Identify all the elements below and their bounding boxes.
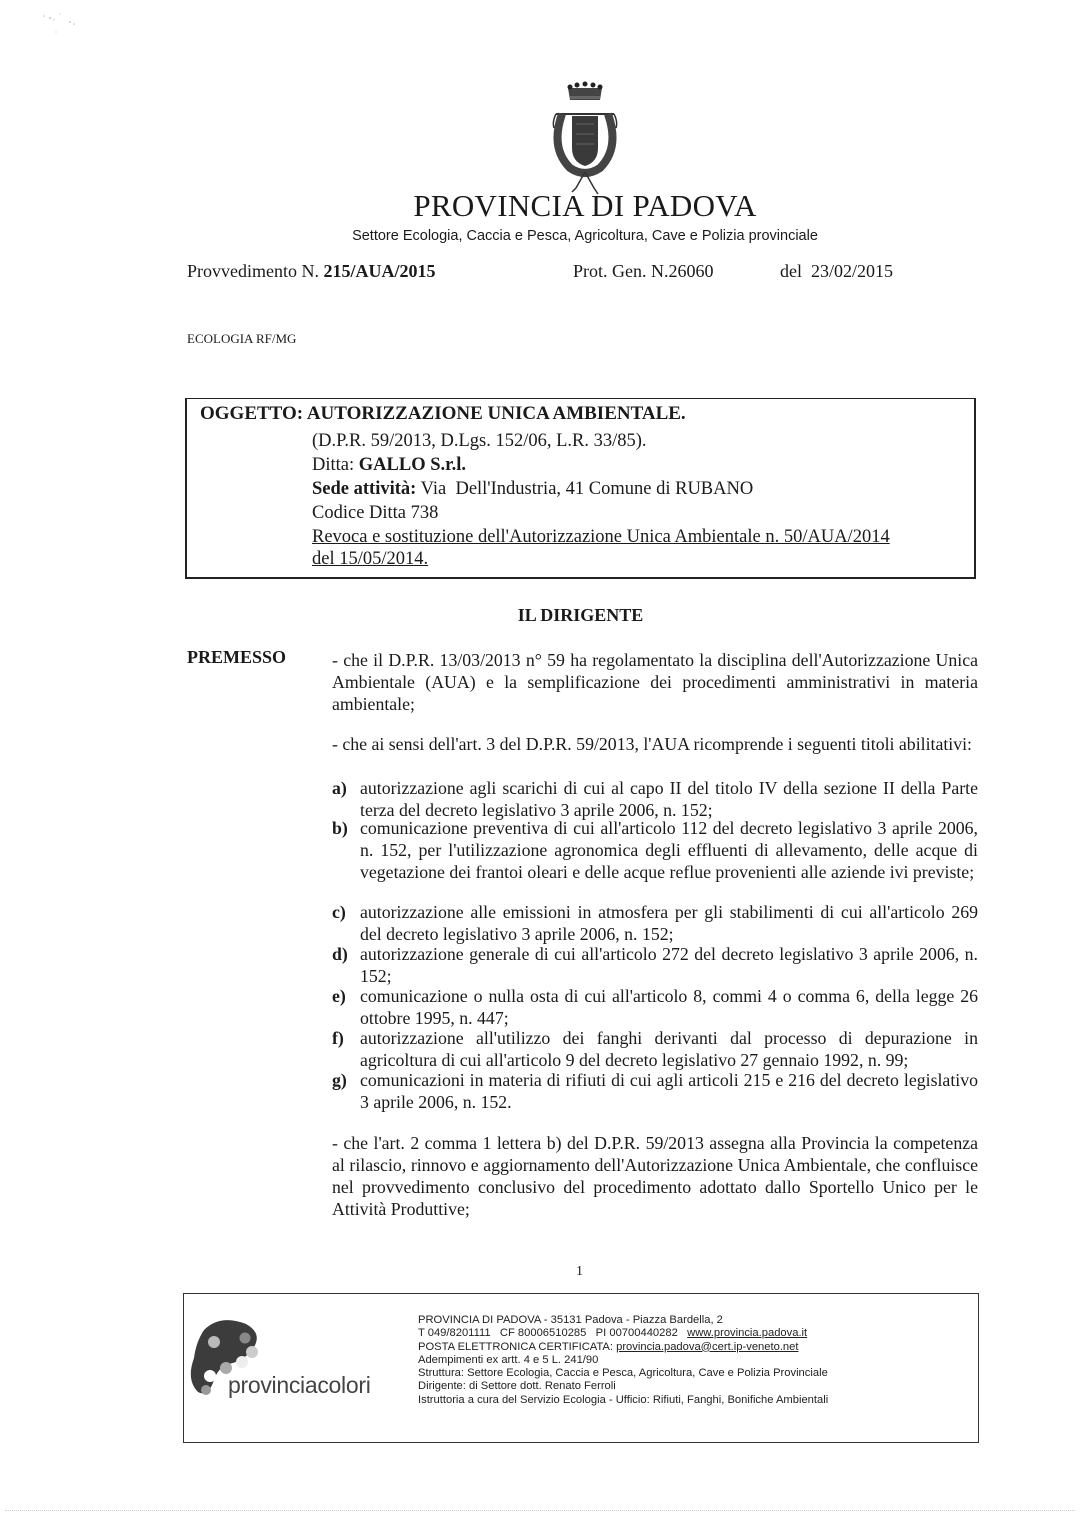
- document-date: del 23/02/2015: [780, 261, 893, 281]
- ditta-value: GALLO S.r.l.: [358, 455, 467, 475]
- footer-adempimenti: Adempimenti ex artt. 4 e 5 L. 241/90: [418, 1353, 599, 1366]
- sede-value: Via Dell'Industria, 41 Comune di RUBANO: [416, 479, 754, 499]
- sede-label: Sede attività:: [312, 479, 417, 499]
- paragraph-1: - che il D.P.R. 13/03/2013 n° 59 ha regolamentato la disciplina dell'Autorizzazione Unica Ambientale (AUA) e la semplificazione dei procedimenti amministrativi in materia ambientale;: [332, 650, 978, 714]
- list-item-letter: b): [332, 818, 348, 838]
- provvedimento-label: Provvedimento N.: [187, 261, 324, 281]
- footer-pec-link[interactable]: provincia.padova@cert.ip-veneto.net: [616, 1340, 799, 1353]
- footer-website-link[interactable]: www.provincia.padova.it: [687, 1327, 808, 1340]
- subject-revoca-line1: Revoca e sostituzione dell'Autorizzazione Unica Ambientale n. 50/AUA/2014: [312, 527, 890, 547]
- section-heading: IL DIRIGENTE: [517, 605, 644, 625]
- footer-pec-label: POSTA ELETTRONICA CERTIFICATA:: [418, 1340, 617, 1353]
- list-item-text: autorizzazione alle emissioni in atmosfera per gli stabilimenti di cui all'articolo 269 del decreto legislativo 3 aprile 2006, n. 152;: [360, 902, 978, 944]
- subject-label: [200, 403, 686, 425]
- list-item-letter: c): [332, 902, 346, 922]
- footer-contacts: [418, 1314, 828, 1407]
- footer-pec-line: [418, 1341, 828, 1354]
- footer-istruttoria: Istruttoria a cura del Servizio Ecologia - Ufficio: Rifiuti, Fanghi, Bonifiche Ambientali: [418, 1393, 829, 1406]
- coat-of-arms-icon: [540, 78, 630, 196]
- subject-revoca-line2: del 15/05/2014.: [312, 549, 429, 569]
- list-item-letter: g): [332, 1070, 347, 1090]
- paragraph-2: - che ai sensi dell'art. 3 del D.P.R. 59/2013, l'AUA ricomprende i seguenti titoli abilitativi:: [332, 734, 973, 754]
- subject-label-text: OGGETTO:: [200, 403, 304, 424]
- scan-edge: [5, 1510, 1075, 1511]
- paragraph-3: - che l'art. 2 comma 1 lettera b) del D.P.R. 59/2013 assegna alla Provincia la competenza al rilascio, rinnovo e aggiornamento dell'Autorizzazione Unica Ambientale, che confluisce nel provvedimento conclusivo del procedimento adottato dallo Sportello Unico per le Attività Produttive;: [332, 1133, 978, 1219]
- list-item-text: comunicazioni in materia di rifiuti di cui agli articoli 215 e 216 del decreto legislativo 3 aprile 2006, n. 152.: [360, 1070, 978, 1112]
- subject-title: AUTORIZZAZIONE UNICA AMBIENTALE.: [306, 403, 686, 424]
- department-subtitle: Settore Ecologia, Caccia e Pesca, Agricoltura, Cave e Polizia provinciale: [352, 228, 818, 244]
- scan-artifact: [40, 10, 90, 38]
- list-item-text: autorizzazione agli scarichi di cui al capo II del titolo IV della sezione II della Parte terza del decreto legislativo 3 aprile 2006, n. 152;: [360, 778, 978, 820]
- footer-struttura: Struttura: Settore Ecologia, Caccia e Pesca, Agricoltura, Cave e Polizia Provinciale: [418, 1367, 828, 1380]
- footer-address: PROVINCIA DI PADOVA - 35131 Padova - Piazza Bardella, 2: [418, 1314, 723, 1326]
- footer-phone-ids: T 049/8201111 CF 80006510285 PI 00700440282: [418, 1327, 688, 1340]
- subject-laws: (D.P.R. 59/2013, D.Lgs. 152/06, L.R. 33/85).: [312, 431, 647, 451]
- list-item-text: autorizzazione all'utilizzo dei fanghi derivanti dal processo di depurazione in agricoltura di cui all'articolo 9 del decreto legislativo 27 gennaio 1992, n. 99;: [360, 1028, 978, 1070]
- list-item-letter: d): [332, 944, 348, 964]
- list-item-letter: e): [332, 986, 346, 1006]
- footer-dirigente: Dirigente: di Settore dott. Renato Ferroli: [418, 1380, 616, 1393]
- footer-logo-text: provinciacolori: [228, 1372, 371, 1398]
- list-item-letter: a): [332, 778, 347, 798]
- protocol-number: Prot. Gen. N.26060: [573, 261, 714, 281]
- list-item-letter: f): [332, 1028, 344, 1048]
- office-code: ECOLOGIA RF/MG: [187, 331, 297, 346]
- list-item-text: comunicazione preventiva di cui all'articolo 112 del decreto legislativo 3 aprile 2006, n. 152, per l'utilizzazione agronomica degli effluenti di allevamento, delle acque di vegetazione dei frantoi oleari e delle acque reflue provenienti alle aziende ivi previste;: [360, 818, 978, 882]
- page-title: PROVINCIA DI PADOVA: [413, 188, 757, 223]
- footer-phone-line: [418, 1327, 828, 1340]
- page-number: 1: [576, 1264, 583, 1279]
- list-item-text: autorizzazione generale di cui all'articolo 272 del decreto legislativo 3 aprile 2006, n. 152;: [360, 944, 978, 986]
- subject-sede: [312, 479, 753, 500]
- subject-ditta: [312, 455, 466, 476]
- premesso-label: PREMESSO: [187, 647, 287, 667]
- provvedimento-number: 215/AUA/2015: [323, 261, 436, 281]
- provvedimento: [187, 261, 436, 282]
- list-item-text: comunicazione o nulla osta di cui all'articolo 8, commi 4 o comma 6, della legge 26 ottobre 1995, n. 447;: [360, 986, 978, 1028]
- ditta-label: Ditta:: [312, 455, 359, 475]
- subject-codice: Codice Ditta 738: [312, 503, 439, 523]
